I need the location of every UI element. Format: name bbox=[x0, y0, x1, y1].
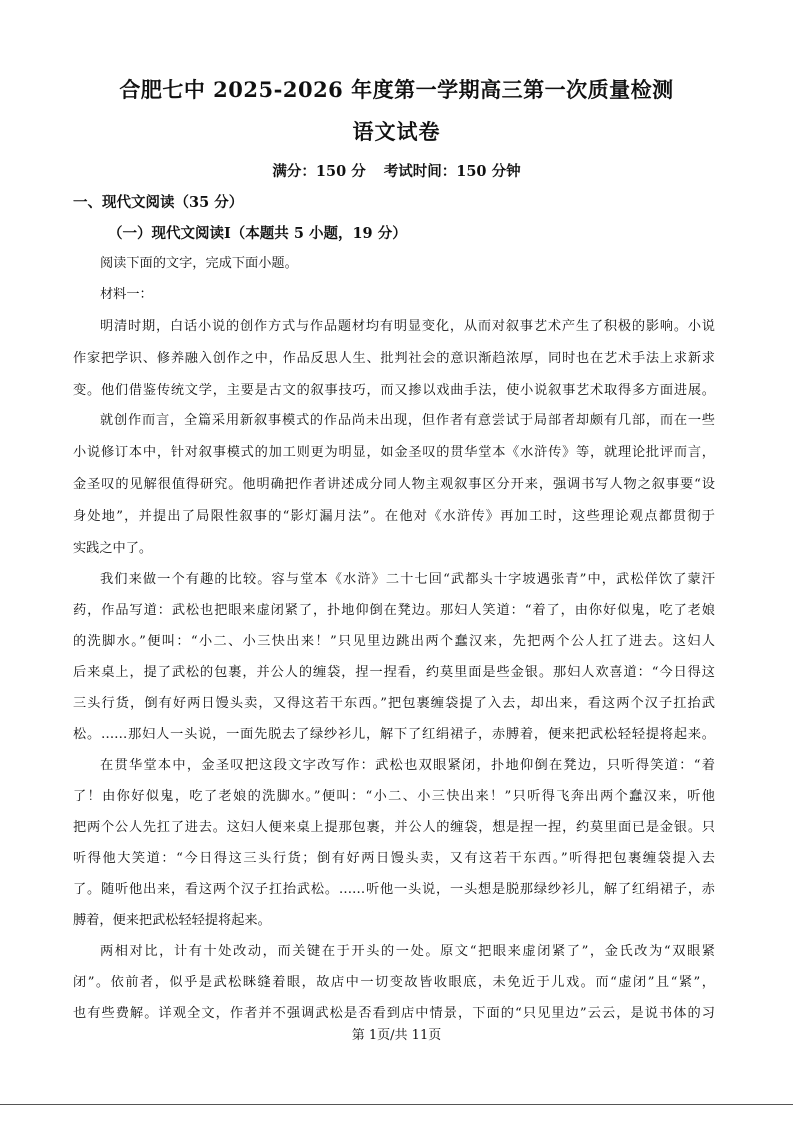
text-line: 的洗脚水。”便叫：“小二、小三快出来！”只见里边跳出两个蠢汉来，先把两个公人扛了进去。这妇人 bbox=[73, 634, 715, 649]
text-line: 闭”。依前者，似乎是武松眯缝着眼，故店中一切变故皆收眼底，未免近于儿戏。而“虚闭”且“紧”， bbox=[73, 975, 715, 990]
text-line: 膊着，便来把武松轻轻提将起来。 bbox=[73, 913, 271, 928]
text-line: 了！由你好似鬼，吃了老娘的洗脚水。”便叫：“小二、小三快出来！”只听得飞奔出两个蠢汉来，听他 bbox=[73, 789, 715, 804]
text-line: 两相对比，计有十处改动，而关键在于开头的一处。原文“把眼来虚闭紧了”，金氏改为“双眼紧 bbox=[100, 944, 715, 959]
text-line: 身处地”，并提出了局限性叙事的“影灯漏月法”。在他对《水浒传》再加工时，这些理论观点都贯彻于 bbox=[73, 509, 715, 524]
exam-time: 考试时间：150 分钟 bbox=[383, 163, 521, 180]
text-line: 金圣叹的见解很值得研究。他明确把作者讲述成分同人物主观叙事区分开来，强调书写人物之叙事要“设 bbox=[73, 477, 715, 492]
text-line: 实践之中了。 bbox=[73, 541, 153, 556]
section-heading: 一、现代文阅读（35 分） bbox=[73, 194, 244, 211]
page-title: 合肥七中 2025-2026 年度第一学期高三第一次质量检测 bbox=[119, 77, 674, 102]
text-line: 把两个公人先扛了进去。这妇人便来桌上提那包裹，并公人的缠袋，想是捏一捏，约莫里面已是金银。只 bbox=[73, 820, 715, 835]
text-line: 就创作而言，全篇采用新叙事模式的作品尚未出现，但作者有意尝试于局部者却颇有几部，而在一些 bbox=[100, 413, 715, 428]
bottom-divider bbox=[0, 1104, 793, 1105]
text-line: 小说修订本中，针对叙事模式的加工则更为明显，如金圣叹的贯华堂本《水浒传》等，就理论批评而言， bbox=[73, 445, 715, 460]
subsection-heading: （一）现代文阅读Ⅰ（本题共 5 小题，19 分） bbox=[108, 225, 407, 242]
text-line: 作家把学识、修养融入创作之中，作品反思人生、批判社会的意识渐趋浓厚，同时也在艺术手法上求新求 bbox=[73, 351, 715, 366]
text-line: 松。……那妇人一头说，一面先脱去了绿纱衫儿，解下了红绢裙子，赤膊着，便来把武松轻轻提将起来。 bbox=[73, 727, 715, 742]
text-line: 我们来做一个有趣的比较。容与堂本《水浒》二十七回“武都头十字坡遇张青”中，武松佯饮了蒙汗 bbox=[100, 572, 715, 587]
page-subtitle: 语文试卷 bbox=[352, 119, 441, 144]
full-score: 满分：150 分 bbox=[272, 163, 366, 180]
text-line: 了。随听他出来，看这两个汉子扛抬武松。……听他一头说，一头想是脱那绿纱衫儿，解了红绢裙子，赤 bbox=[73, 882, 715, 897]
text-line: 明清时期，白话小说的创作方式与作品题材均有明显变化，从而对叙事艺术产生了积极的影响。小说 bbox=[100, 319, 715, 334]
text-line: 听得他大笑道：“今日得这三头行货；倒有好两日馒头卖，又有这若干东西。”听得把包裹缠袋提入去 bbox=[73, 851, 715, 866]
instruction-line: 阅读下面的文字，完成下面小题。 bbox=[100, 256, 298, 271]
text-line: 在贯华堂本中，金圣叹把这段文字改写作：武松也双眼紧闭，扑地仰倒在凳边，只听得笑道：“着 bbox=[100, 758, 715, 773]
text-line: 药，作品写道：武松也把眼来虚闭紧了，扑地仰倒在凳边。那妇人笑道：“着了，由你好似鬼，吃了老娘 bbox=[73, 603, 715, 618]
text-line: 三头行货，倒有好两日馒头卖，又得这若干东西。”把包裹缠袋提了入去，却出来，看这两个汉子扛抬武 bbox=[73, 696, 715, 711]
exam-meta bbox=[0, 160, 793, 181]
text-line: 后来桌上，提了武松的包裹，并公人的缠袋，捏一捏看，约莫里面是些金银。那妇人欢喜道：“今日得这 bbox=[73, 665, 715, 680]
text-line: 变。他们借鉴传统文学，主要是古文的叙事技巧，而又掺以戏曲手法，使小说叙事艺术取得多方面进展。 bbox=[73, 383, 715, 398]
text-line: 也有些费解。详观全文，作者并不强调武松是否看到店中情景，下面的“只见里边”云云，是说书体的习 bbox=[73, 1006, 715, 1021]
page-indicator: 第 1页/共 11页 bbox=[351, 1028, 442, 1043]
material-label: 材料一： bbox=[100, 287, 153, 302]
